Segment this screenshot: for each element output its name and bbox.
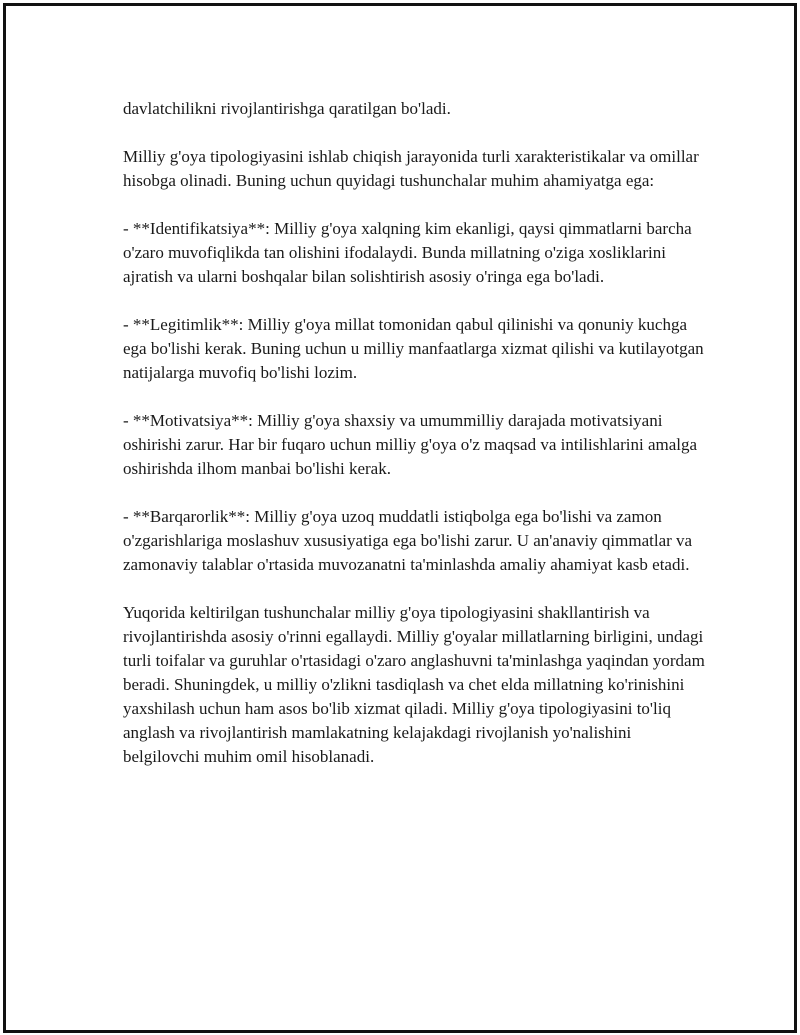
- document-body: [123, 97, 708, 793]
- paragraph-identification: - **Identifikatsiya**: Milliy g'oya xalqning kim ekanligi, qaysi qimmatlarni barcha o'zaro muvofiqlikda tan olishini ifodalaydi. Bunda millatning o'ziga xosliklarini ajratish va ularni boshqalar bilan solishtirish asosiy o'ringa ega bo'ladi.: [123, 219, 692, 286]
- paragraph-intro-fragment: davlatchilikni rivojlantirishga qaratilgan bo'ladi.: [123, 99, 451, 118]
- paragraph-typology: Milliy g'oya tipologiyasini ishlab chiqish jarayonida turli xarakteristikalar va omillar hisobga olinadi. Buning uchun quyidagi tushunchalar muhim ahamiyatga ega:: [123, 147, 699, 190]
- paragraph-motivation: - **Motivatsiya**: Milliy g'oya shaxsiy va umummilliy darajada motivatsiyani oshirishi zarur. Har bir fuqaro uchun milliy g'oya o'z maqsad va intilishlarini amalga oshirishda ilhom manbai bo'lishi kerak.: [123, 411, 698, 478]
- paragraph-stability: - **Barqarorlik**: Milliy g'oya uzoq muddatli istiqbolga ega bo'lishi va zamon o'zgarishlariga moslashuv xususiyatiga ega bo'lishi zarur. U an'anaviy qimmatlar va zamonaviy talablar o'rtasida muvozanatni ta'minlashda amaliy ahamiyat kasb etadi.: [123, 507, 693, 574]
- paragraph-legitimacy: - **Legitimlik**: Milliy g'oya millat tomonidan qabul qilinishi va qonuniy kuchga ega bo'lishi kerak. Buning uchun u milliy manfaatlarga xizmat qilishi va kutilayotgan natijalarga muvofiq bo'lishi lozim.: [123, 315, 704, 382]
- paragraph-conclusion: Yuqorida keltirilgan tushunchalar milliy g'oya tipologiyasini shakllantirish va rivojlantirishda asosiy o'rinni egallaydi. Milliy g'oyalar millatlarning birligini, undagi turli toifalar va guruhlar o'rtasidagi o'zaro anglashuvni ta'minlashga yaqindan yordam beradi. Shuningdek, u milliy o'zlikni tasdiqlash va chet elda millatning ko'rinishini yaxshilash uchun ham asos bo'lib xizmat qiladi. Milliy g'oya tipologiyasini to'liq anglash va rivojlantirish mamlakatning kelajakdagi rivojlanish yo'nalishini belgilovchi muhim omil hisoblanadi.: [123, 603, 705, 766]
- page-frame: [3, 3, 797, 1033]
